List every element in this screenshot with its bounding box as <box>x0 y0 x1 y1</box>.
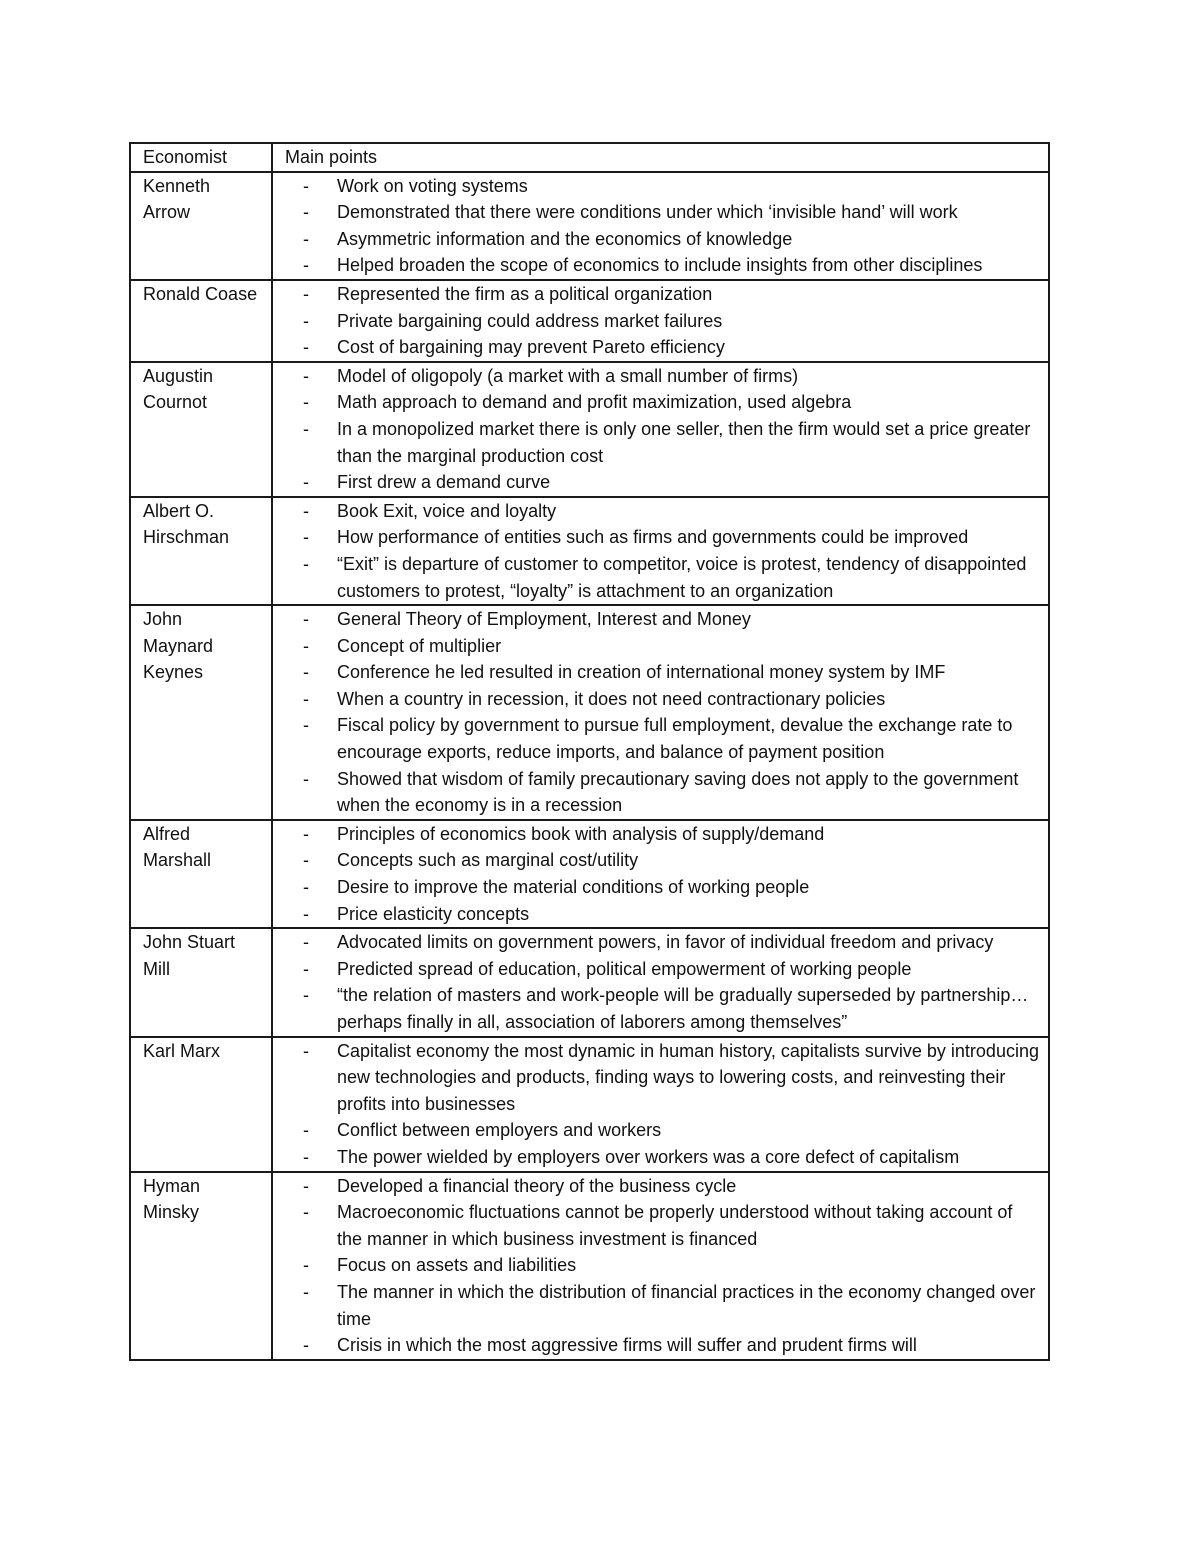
points-list <box>285 606 1048 819</box>
economist-name: Kenneth Arrow <box>130 172 272 280</box>
economist-name: Karl Marx <box>130 1037 272 1172</box>
list-item: - Represented the firm as a political organization <box>285 281 1048 308</box>
main-points-cell <box>272 605 1049 820</box>
list-item: - “the relation of masters and work-people will be gradually superseded by partnership…perhaps finally in all, association of laborers among themselves” <box>285 982 1048 1035</box>
points-list <box>285 929 1048 1035</box>
economist-name: Albert O. Hirschman <box>130 497 272 605</box>
table-row <box>130 172 1049 280</box>
list-item: - Focus on assets and liabilities <box>285 1252 1048 1279</box>
economist-name: Alfred Marshall <box>130 820 272 928</box>
list-item: - Fiscal policy by government to pursue full employment, devalue the exchange rate to encourage exports, reduce imports, and balance of payment position <box>285 712 1048 765</box>
points-list <box>285 498 1048 604</box>
list-item: - Crisis in which the most aggressive firms will suffer and prudent firms will <box>285 1332 1048 1359</box>
list-item: - Model of oligopoly (a market with a small number of firms) <box>285 363 1048 390</box>
header-row <box>130 143 1049 172</box>
points-list <box>285 173 1048 279</box>
list-item: - Macroeconomic fluctuations cannot be properly understood without taking account of the manner in which business investment is financed <box>285 1199 1048 1252</box>
header-economist: Economist <box>130 143 272 172</box>
list-item: - Work on voting systems <box>285 173 1048 200</box>
economist-name: Hyman Minsky <box>130 1172 272 1360</box>
points-list <box>285 1173 1048 1359</box>
list-item: - “Exit” is departure of customer to competitor, voice is protest, tendency of disappointed customers to protest, “loyalty” is attachment to an organization <box>285 551 1048 604</box>
table-row <box>130 280 1049 362</box>
list-item: - When a country in recession, it does not need contractionary policies <box>285 686 1048 713</box>
economist-name: Ronald Coase <box>130 280 272 362</box>
main-points-cell <box>272 172 1049 280</box>
list-item: - General Theory of Employment, Interest and Money <box>285 606 1048 633</box>
economist-name: John Stuart Mill <box>130 928 272 1036</box>
list-item: - Demonstrated that there were conditions under which ‘invisible hand’ will work <box>285 199 1048 226</box>
header-main-points: Main points <box>272 143 1049 172</box>
list-item: - The power wielded by employers over workers was a core defect of capitalism <box>285 1144 1048 1171</box>
list-item: - Advocated limits on government powers, in favor of individual freedom and privacy <box>285 929 1048 956</box>
list-item: - The manner in which the distribution of financial practices in the economy changed over time <box>285 1279 1048 1332</box>
table-row <box>130 605 1049 820</box>
list-item: - Helped broaden the scope of economics to include insights from other disciplines <box>285 252 1048 279</box>
list-item: - Price elasticity concepts <box>285 901 1048 928</box>
main-points-cell <box>272 1037 1049 1172</box>
list-item: - Conference he led resulted in creation of international money system by IMF <box>285 659 1048 686</box>
list-item: - Principles of economics book with analysis of supply/demand <box>285 821 1048 848</box>
main-points-cell <box>272 497 1049 605</box>
points-list <box>285 281 1048 361</box>
list-item: - Showed that wisdom of family precautionary saving does not apply to the government when the economy is in a recession <box>285 766 1048 819</box>
list-item: - Concepts such as marginal cost/utility <box>285 847 1048 874</box>
points-list <box>285 1038 1048 1171</box>
list-item: - Developed a financial theory of the business cycle <box>285 1173 1048 1200</box>
table-row <box>130 1037 1049 1172</box>
table-row <box>130 1172 1049 1360</box>
list-item: - Conflict between employers and workers <box>285 1117 1048 1144</box>
list-item: - Concept of multiplier <box>285 633 1048 660</box>
main-points-cell <box>272 1172 1049 1360</box>
table-row <box>130 820 1049 928</box>
list-item: - Asymmetric information and the economics of knowledge <box>285 226 1048 253</box>
list-item: - How performance of entities such as firms and governments could be improved <box>285 524 1048 551</box>
list-item: - Capitalist economy the most dynamic in human history, capitalists survive by introducing new technologies and products, finding ways to lowering costs, and reinvesting their profits into businesses <box>285 1038 1048 1118</box>
main-points-cell <box>272 820 1049 928</box>
economists-table <box>129 142 1050 1361</box>
table-row <box>130 362 1049 497</box>
list-item: - Book Exit, voice and loyalty <box>285 498 1048 525</box>
table-row <box>130 497 1049 605</box>
list-item: - In a monopolized market there is only one seller, then the firm would set a price greater than the marginal production cost <box>285 416 1048 469</box>
list-item: - Cost of bargaining may prevent Pareto efficiency <box>285 334 1048 361</box>
main-points-cell <box>272 928 1049 1036</box>
points-list <box>285 363 1048 496</box>
list-item: - Math approach to demand and profit maximization, used algebra <box>285 389 1048 416</box>
list-item: - First drew a demand curve <box>285 469 1048 496</box>
main-points-cell <box>272 362 1049 497</box>
list-item: - Desire to improve the material conditions of working people <box>285 874 1048 901</box>
economist-name: Augustin Cournot <box>130 362 272 497</box>
points-list <box>285 821 1048 927</box>
table-row <box>130 928 1049 1036</box>
list-item: - Predicted spread of education, political empowerment of working people <box>285 956 1048 983</box>
list-item: - Private bargaining could address market failures <box>285 308 1048 335</box>
main-points-cell <box>272 280 1049 362</box>
economist-name: John Maynard Keynes <box>130 605 272 820</box>
